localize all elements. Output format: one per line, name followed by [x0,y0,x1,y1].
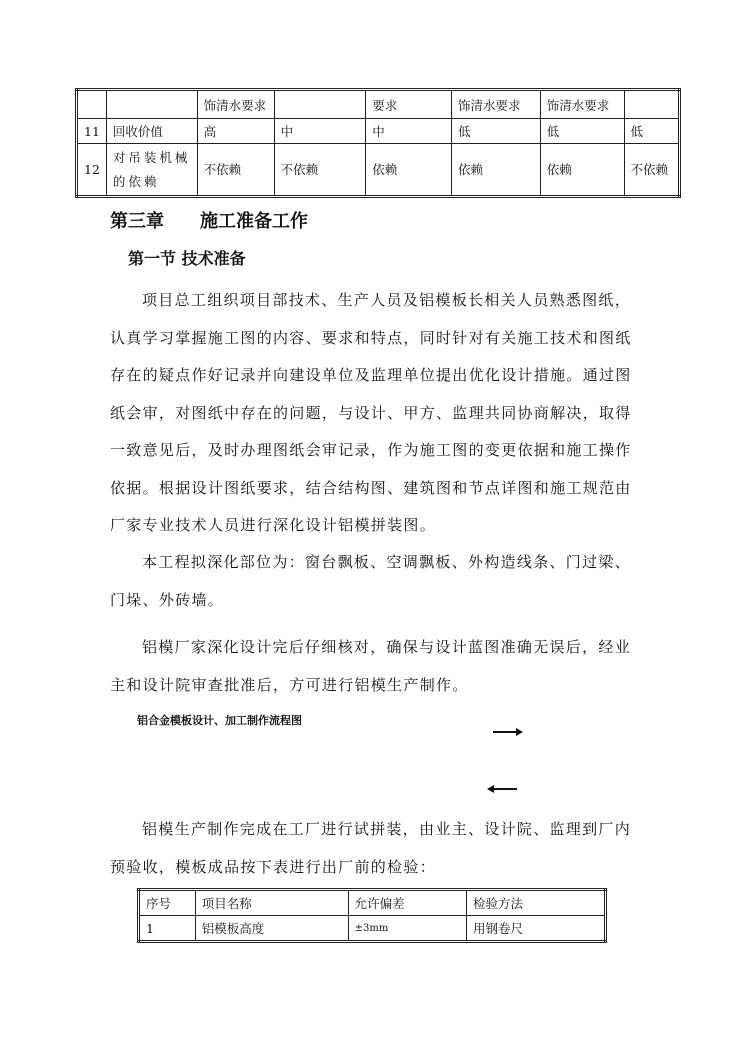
cell: ±3mm [348,916,466,942]
cell: 依赖 [540,144,624,197]
cell: 饰清水要求 [197,90,274,119]
cell: 高 [197,119,274,144]
cell: 不依赖 [197,144,274,197]
cell: 中 [274,119,366,144]
chapter-heading: 第三章 施工准备工作 [110,211,308,232]
header-cell: 项目名称 [195,890,348,916]
arrow-right-icon [493,731,521,733]
flow-chart-title: 铝合金模板设计、加工制作流程图 [137,714,302,727]
cell [274,90,366,119]
cell: 依赖 [452,144,541,197]
cell: 低 [540,119,624,144]
paragraph: 项目总工组织项目部技术、生产人员及铝模板长相关人员熟悉图纸，认真学习掌握施工图的内容、要求和特点，同时针对有关施工技术和图纸存在的疑点作好记录并向建设单位及监理单位提出优化设计措施。通过图纸会审，对图纸中存在的问题，与设计、甲方、监理共同协商解决，取得一致意见后，及时办理图纸会审记录，作为施工图的变更依据和施工操作依据。根据设计图纸要求，结合结构图、建筑图和节点详图和施工规范由厂家专业技术人员进行深化设计铝模拼装图。 [110,291,632,534]
cell: 要求 [366,90,452,119]
comparison-table [75,88,681,198]
header-cell: 序号 [139,890,196,916]
cell: 中 [366,119,452,144]
cell: 对吊装机械的依赖 [106,144,197,197]
cell: 用钢卷尺 [466,916,605,942]
paragraph: 铝模厂家深化设计完后仔细核对，确保与设计蓝图准确无误后，经业主和设计院审查批准后，方可进行铝模生产制作。 [110,638,632,694]
paragraph: 本工程拟深化部位为：窗台飘板、空调飘板、外构造线条、门过梁、门垛、外砖墙。 [110,553,632,609]
cell: 饰清水要求 [452,90,541,119]
cell [624,90,679,119]
cell: 依赖 [366,144,452,197]
cell: 不依赖 [624,144,679,197]
cell: 回收价值 [106,119,197,144]
cell [77,90,107,119]
cell: 铝模板高度 [195,916,348,942]
cell: 低 [452,119,541,144]
cell [106,90,197,119]
section-heading: 第一节 技术准备 [128,249,246,268]
table-row [77,144,680,197]
cell: 12 [77,144,107,197]
arrow-left-icon [489,788,517,790]
table-row [77,119,680,144]
header-cell: 允许偏差 [348,890,466,916]
cell: 饰清水要求 [540,90,624,119]
paragraph: 铝模生产制作完成在工厂进行试拼装，由业主、设计院、监理到厂内预验收，模板成品按下表进行出厂前的检验： [110,820,632,876]
header-cell: 检验方法 [466,890,605,916]
table-row [139,916,606,942]
cell: 不依赖 [274,144,366,197]
cell: 1 [139,916,196,942]
cell: 低 [624,119,679,144]
cell: 11 [77,119,107,144]
table-header-row [139,890,606,916]
table-row [77,90,680,119]
inspection-table [137,888,607,943]
